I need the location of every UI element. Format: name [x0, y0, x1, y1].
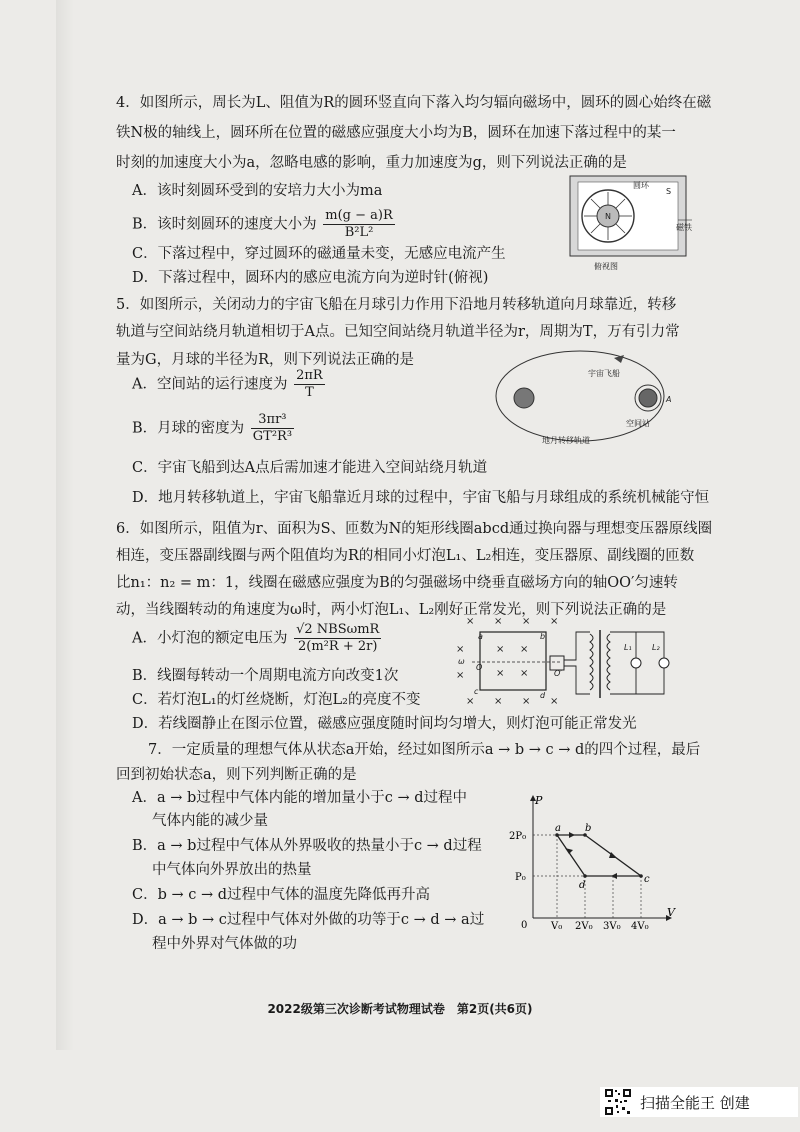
svg-text:×: ×	[496, 668, 505, 679]
q5-option-a-denominator: T	[305, 385, 314, 400]
q6-coil-abcd	[480, 632, 546, 690]
q7-cycle-path	[557, 835, 641, 876]
q4-fig-ring-label: 圆环	[633, 181, 649, 190]
q6-fig-omega: ω	[458, 657, 465, 666]
q7-fig-b: b	[585, 823, 592, 834]
q7-pv-diagram	[505, 790, 680, 930]
svg-text:×: ×	[520, 644, 529, 655]
q4-option-b-denominator: B²L²	[344, 225, 374, 240]
q5-option-d: D．地月转移轨道上，宇宙飞船靠近月球的过程中，宇宙飞船与月球组成的系统机械能守恒	[132, 490, 710, 506]
q5-fig-orbit-label: 地月转移轨道	[542, 436, 590, 445]
q5-option-a-fraction	[294, 368, 325, 401]
q5-fig-station-label: 空间站	[626, 419, 650, 428]
q7-fig-d: d	[579, 880, 586, 891]
q6-generator-figure	[450, 612, 670, 710]
qr-code-icon	[604, 1088, 632, 1116]
q7-option-b-line-2: 中气体向外界放出的热量	[152, 862, 312, 878]
q4-stem-line-2: 铁N极的轴线上，圆环所在位置的磁感应强度大小均为B，圆环在加速下落过程中的某一	[116, 125, 676, 141]
q5-option-a	[132, 368, 327, 401]
q4-option-c: C．下落过程中，穿过圆环的磁通量未变，无感应电流产生	[132, 246, 506, 262]
q4-option-b	[132, 208, 397, 241]
svg-text:×: ×	[522, 616, 531, 627]
q6-fig-d: d	[540, 691, 546, 700]
q7-fig-v-label: V	[667, 906, 675, 919]
q6-stem-line-2: 相连，变压器副线圈与两个阻值均为R的相同小灯泡L₁、L₂相连，变压器原、副线圈的匝数	[116, 548, 695, 564]
q6-fig-o-prime: O′	[554, 669, 563, 678]
q6-stem-line-4: 动，当线圈转动的角速度为ω时，两小灯泡L₁、L₂刚好正常发光，则下列说法正确的是	[116, 602, 667, 618]
q4-fig-s-label: S	[666, 187, 672, 196]
scanner-watermark	[600, 1087, 798, 1117]
q7-option-b-line-1: B．a → b过程中气体从外界吸收的热量小于c → d过程	[132, 838, 482, 854]
q5-earth	[514, 388, 534, 408]
q6-fig-l2: L₂	[652, 643, 660, 652]
q6-option-d: D．若线圈静止在图示位置，磁感应强度随时间均匀增大，则灯泡可能正常发光	[132, 716, 637, 732]
q6-option-a	[132, 622, 383, 655]
q5-option-b-numerator: 3πr³	[251, 412, 294, 429]
q4-option-a: A．该时刻圆环受到的安培力大小为ma	[132, 183, 383, 199]
q5-stem-line-2: 轨道与空间站绕月轨道相切于A点。已知空间站绕月轨道半径为r，周期为T，万有引力常	[116, 324, 680, 340]
q5-moon	[639, 389, 657, 407]
q7-fig-p0: P₀	[515, 872, 526, 883]
q4-fig-caption: 俯视图	[594, 262, 618, 271]
svg-text:×: ×	[466, 696, 475, 707]
svg-text:×: ×	[496, 644, 505, 655]
q4-fig-magnet-label: 磁铁	[676, 223, 692, 232]
q4-fig-n-label: N	[605, 212, 611, 221]
svg-text:×: ×	[520, 668, 529, 679]
svg-text:×: ×	[456, 670, 465, 681]
q5-fig-ship-label: 宇宙飞船	[588, 369, 620, 378]
q6-fig-b: b	[540, 632, 546, 641]
q6-lamp2	[659, 658, 669, 668]
q4-option-b-numerator: m(g − a)R	[325, 208, 393, 223]
q6-option-a-numerator: √2 NBSωmR	[296, 622, 380, 637]
svg-text:×: ×	[494, 616, 503, 627]
q7-fig-c: c	[644, 874, 650, 885]
q7-fig-p-label: P	[535, 794, 543, 807]
q4-option-d: D．下落过程中，圆环内的感应电流方向为逆时针(俯视)	[132, 270, 489, 286]
page-footer: 2022级第三次诊断考试物理试卷 第2页(共6页)	[267, 1002, 533, 1016]
q7-fig-a: a	[555, 823, 561, 834]
q7-stem-line-2: 回到初始状态a，则下列判断正确的是	[116, 767, 357, 783]
q6-stem-line-1: 6．如图所示，阻值为r、面积为S、匝数为N的矩形线圈abcd通过换向器与理想变压器原线圈	[116, 521, 713, 537]
q4-option-b-fraction	[323, 208, 395, 241]
svg-text:×: ×	[522, 696, 531, 707]
q7-option-a-line-2: 气体内能的减少量	[152, 813, 268, 829]
q5-option-b	[132, 412, 296, 445]
q6-stem-line-3: 比n₁：n₂ = m：1，线圈在磁感应强度为B的匀强磁场中绕垂直磁场方向的轴OO′匀速转	[116, 575, 678, 591]
q5-stem-line-3: 量为G，月球的半径为R，则下列说法正确的是	[116, 352, 414, 368]
q6-primary-leads	[564, 632, 590, 694]
q5-orbit-figure	[490, 346, 680, 454]
q6-fig-c: c	[474, 687, 479, 696]
q7-state-points	[555, 833, 643, 878]
q7-option-d-line-1: D．a → b → c过程中气体对外做的功等于c → d → a过	[132, 912, 485, 928]
q7-option-c: C．b → c → d过程中气体的温度先降低再升高	[132, 887, 431, 903]
q7-fig-3v0: 3V₀	[603, 921, 621, 930]
q6-primary-coil	[590, 634, 593, 690]
q6-secondary-coil	[607, 634, 610, 690]
svg-text:×: ×	[494, 696, 503, 707]
q6-commutator	[550, 656, 564, 670]
q7-fig-origin: 0	[521, 920, 528, 930]
q6-option-a-fraction	[294, 622, 381, 655]
svg-text:×: ×	[550, 616, 559, 627]
q7-fig-2v0: 2V₀	[575, 921, 593, 930]
q4-stem-line-3: 时刻的加速度大小为a，忽略电感的影响，重力加速度为g，则下列说法正确的是	[116, 155, 627, 171]
q7-fig-v0: V₀	[551, 921, 563, 930]
q7-stem-line-1: 7．一定质量的理想气体从状态a开始，经过如图所示a → b → c → d的四个过程，最后	[148, 742, 701, 758]
q6-option-b: B．线圈每转动一个周期电流方向改变1次	[132, 668, 399, 684]
q5-fig-a-label: A	[666, 395, 672, 404]
q6-option-c: C．若灯泡L₁的灯丝烧断，灯泡L₂的亮度不变	[132, 692, 421, 708]
svg-text:×: ×	[550, 696, 559, 707]
q5-option-c: C．宇宙飞船到达A点后需加速才能进入空间站绕月轨道	[132, 460, 488, 476]
q5-option-b-denominator: GT²R³	[252, 429, 293, 444]
q6-fig-a: a	[478, 632, 483, 641]
svg-text:×: ×	[456, 644, 465, 655]
q5-option-a-numerator: 2πR	[296, 368, 323, 383]
svg-text:×: ×	[466, 616, 475, 627]
q7-option-a-line-1: A．a → b过程中气体内能的增加量小于c → d过程中	[132, 790, 468, 806]
q5-option-b-text: B．月球的密度为	[132, 420, 245, 437]
q4-magnet-figure	[560, 170, 700, 275]
q6-lamp1	[631, 658, 641, 668]
q6-option-a-denominator: 2(m²R + 2r)	[298, 639, 378, 654]
q5-option-b-fraction	[251, 412, 294, 445]
q6-option-a-text: A．小灯泡的额定电压为	[132, 630, 288, 647]
q5-stem-line-1: 5．如图所示，关闭动力的宇宙飞船在月球引力作用下沿地月转移轨道向月球靠近，转移	[116, 297, 677, 313]
q7-option-d-line-2: 程中外界对气体做的功	[152, 936, 297, 952]
page-fold-shadow	[56, 0, 74, 1050]
q7-fig-4v0: 4V₀	[631, 921, 649, 930]
q7-fig-2p0: 2P₀	[509, 831, 527, 842]
q5-option-a-text: A．空间站的运行速度为	[132, 376, 288, 393]
q6-fig-l1: L₁	[624, 643, 632, 652]
q4-stem-line-1: 4．如图所示，周长为L、阻值为R的圆环竖直向下落入均匀辐向磁场中，圆环的圆心始终在磁	[116, 95, 712, 111]
q4-option-b-text: B．该时刻圆环的速度大小为	[132, 216, 317, 233]
scanner-brand-text: 扫描全能王 创建	[640, 1093, 750, 1112]
q6-fig-o: O	[476, 663, 483, 672]
